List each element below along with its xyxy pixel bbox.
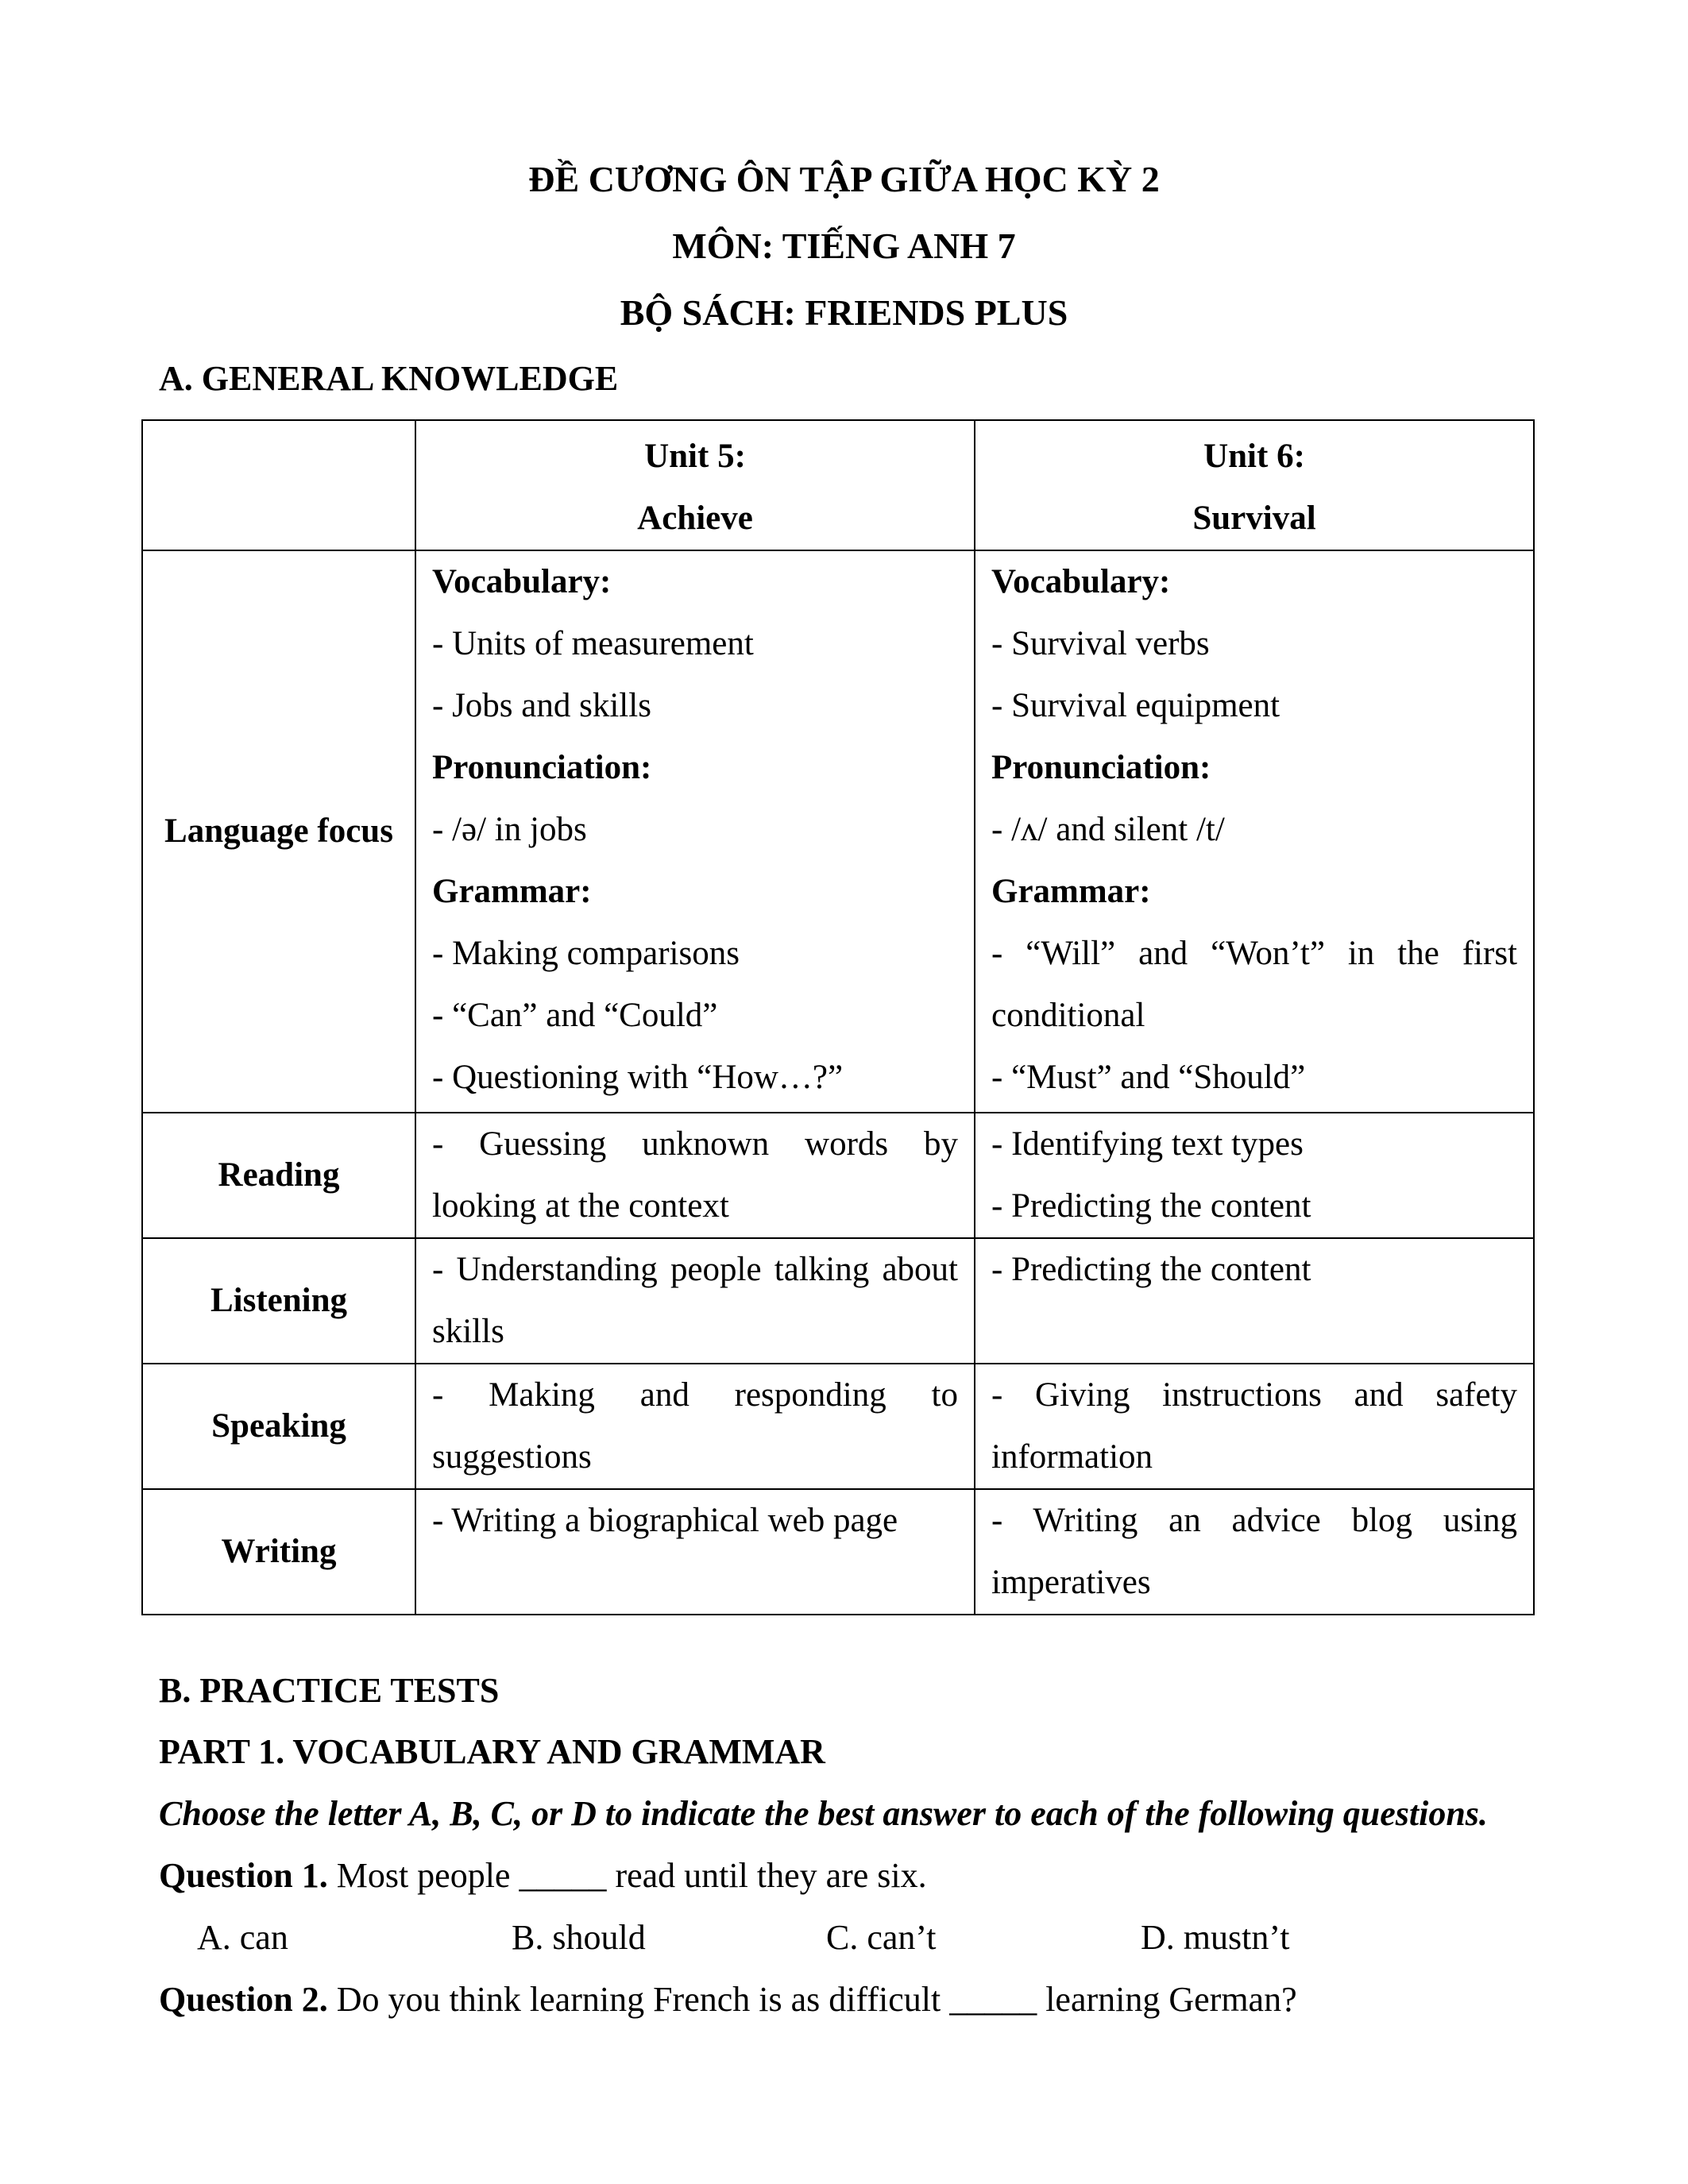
- question-label: Question 1.: [159, 1856, 328, 1895]
- question-label: Question 2.: [159, 1980, 328, 2019]
- speaking-label: Speaking: [142, 1364, 415, 1489]
- question-2: [159, 1977, 1297, 2023]
- pronunciation-heading: Pronunciation:: [991, 749, 1211, 786]
- document-title: ĐỀ CƯƠNG ÔN TẬP GIỮA HỌC KỲ 2: [528, 159, 1160, 199]
- table-header-row: [142, 420, 1534, 550]
- speaking-row: [142, 1364, 1534, 1489]
- reading-label: Reading: [142, 1113, 415, 1238]
- unit5-number: Unit 5:: [644, 438, 746, 475]
- list-item: - “Can” and “Could”: [432, 997, 718, 1034]
- unit5-writing: - Writing a biographical web page: [415, 1489, 975, 1615]
- grammar-heading: Grammar:: [991, 873, 1151, 910]
- list-item: - Survival equipment: [991, 687, 1280, 724]
- subject-title: MÔN: TIẾNG ANH 7: [672, 226, 1016, 266]
- unit6-listening: - Predicting the content: [975, 1238, 1534, 1364]
- option-b[interactable]: B. should: [512, 1918, 646, 1957]
- option-c[interactable]: C. can’t: [826, 1918, 937, 1957]
- part1-heading: PART 1. VOCABULARY AND GRAMMAR: [159, 1732, 825, 1771]
- language-focus-label: Language focus: [142, 550, 415, 1113]
- listening-row: [142, 1238, 1534, 1364]
- list-item: - Units of measurement: [432, 625, 754, 662]
- book-title: BỘ SÁCH: FRIENDS PLUS: [620, 292, 1068, 333]
- unit6-header: [975, 420, 1534, 550]
- list-item: - Making comparisons: [432, 935, 740, 972]
- empty-corner-cell: [142, 420, 415, 550]
- option-d[interactable]: D. mustn’t: [1141, 1918, 1290, 1957]
- unit5-language-focus: [415, 550, 975, 1113]
- list-item: - Survival verbs: [991, 625, 1210, 662]
- unit5-speaking: - Making and responding to suggestions: [415, 1364, 975, 1489]
- list-item: - “Must” and “Should”: [991, 1059, 1306, 1096]
- unit6-reading: [975, 1113, 1534, 1238]
- grammar-heading: Grammar:: [432, 873, 592, 910]
- list-item: - Questioning with “How…?”: [432, 1059, 844, 1096]
- list-item: - /ə/ in jobs: [432, 811, 587, 848]
- section-b-heading: B. PRACTICE TESTS: [159, 1671, 500, 1710]
- list-item: - Predicting the content: [991, 1187, 1311, 1225]
- option-a[interactable]: A. can: [197, 1918, 288, 1957]
- writing-row: [142, 1489, 1534, 1615]
- list-item: - /ʌ/ and silent /t/: [991, 811, 1225, 848]
- unit5-name: Achieve: [637, 500, 753, 537]
- language-focus-row: [142, 550, 1534, 1113]
- unit6-writing: - Writing an advice blog using imperatives: [975, 1489, 1534, 1615]
- unit5-listening: - Understanding people talking about skills: [415, 1238, 975, 1364]
- unit5-header: [415, 420, 975, 550]
- instruction-text: Choose the letter A, B, C, or D to indicate the best answer to each of the following questions.: [159, 1794, 1488, 1833]
- list-item: - Jobs and skills: [432, 687, 651, 724]
- general-knowledge-table: [141, 419, 1535, 1615]
- pronunciation-heading: Pronunciation:: [432, 749, 652, 786]
- reading-row: [142, 1113, 1534, 1238]
- question-text: Most people _____ read until they are six.: [327, 1856, 927, 1895]
- list-item: - Identifying text types: [991, 1125, 1304, 1163]
- unit5-reading: - Guessing unknown words by looking at the context: [415, 1113, 975, 1238]
- writing-label: Writing: [142, 1489, 415, 1615]
- question-1: [159, 1853, 927, 1899]
- unit6-number: Unit 6:: [1203, 438, 1305, 475]
- unit6-speaking: - Giving instructions and safety information: [975, 1364, 1534, 1489]
- vocabulary-heading: Vocabulary:: [991, 563, 1171, 600]
- vocabulary-heading: Vocabulary:: [432, 563, 612, 600]
- section-a-heading: A. GENERAL KNOWLEDGE: [159, 359, 619, 398]
- listening-label: Listening: [142, 1238, 415, 1364]
- list-item: - “Will” and “Won’t” in the first conditional: [991, 935, 1517, 1034]
- unit6-language-focus: [975, 550, 1534, 1113]
- unit6-name: Survival: [1192, 500, 1316, 537]
- question-text: Do you think learning French is as difficult _____ learning German?: [327, 1980, 1297, 2019]
